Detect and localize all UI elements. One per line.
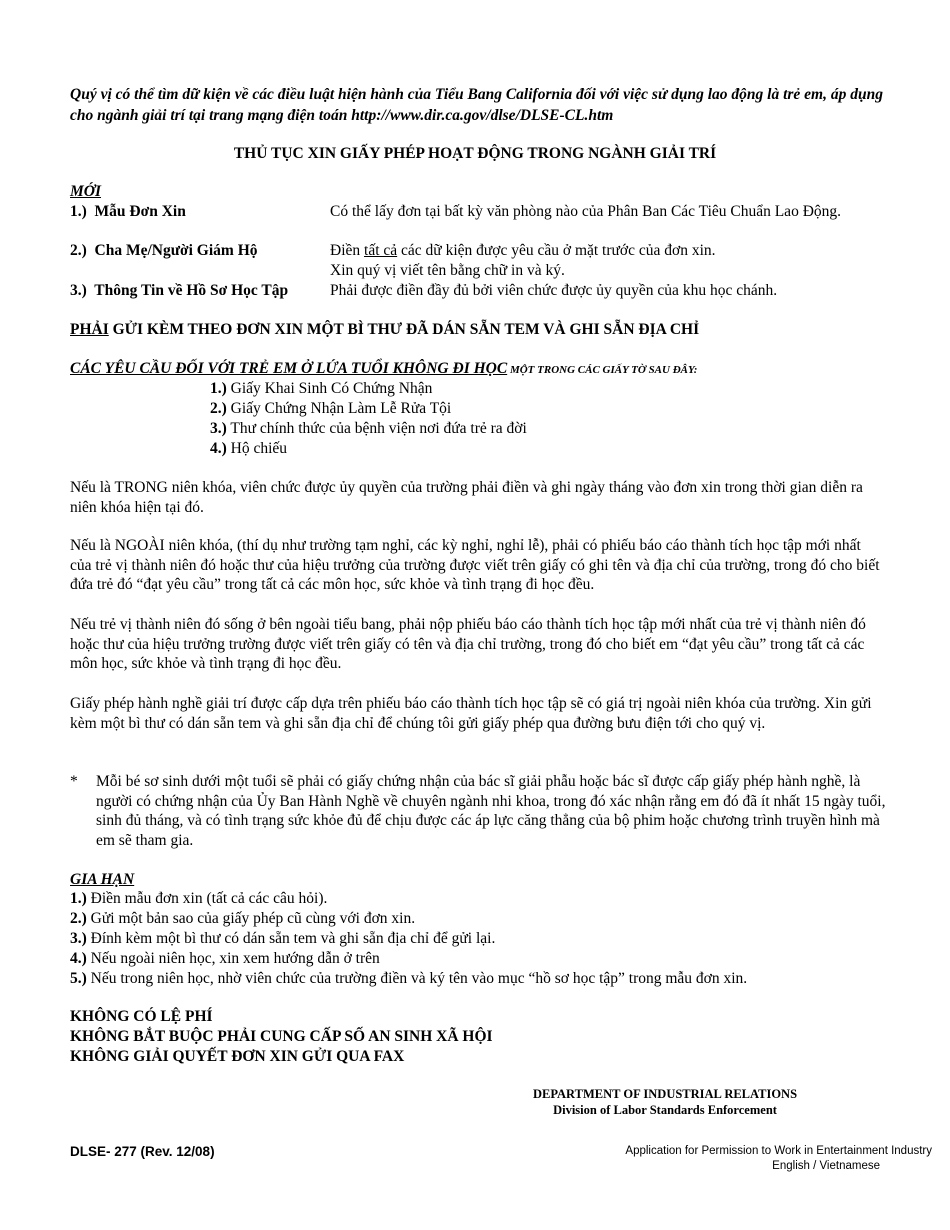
item-label: Cha Mẹ/Người Giám Hộ	[94, 242, 258, 259]
notice-no-fax: KHÔNG GIẢI QUYẾT ĐƠN XIN GỬI QUA FAX	[70, 1048, 405, 1065]
requirement-item	[70, 202, 870, 242]
renewal-list	[70, 889, 747, 989]
paragraph-permit-validity: Giấy phép hành nghề giải trí được cấp dựa trên phiếu báo cáo thành tích học tập sẽ có giá trị ngoài niên khóa của trường. Xin gửi kèm một bì thư có dán sẵn tem và ghi sẵn địa chỉ để chúng tôi gửi giấy phép qua đường bưu điện tới cho quý vị.	[70, 695, 872, 732]
item-label: Thông Tin về Hồ Sơ Học Tập	[94, 282, 289, 299]
form-title-block	[625, 1144, 932, 1174]
new-section-heading: MỚI	[70, 183, 102, 200]
item-number: 3.)	[70, 282, 87, 299]
list-item: 4.) Nếu ngoài niên học, xin xem hướng dẫn ở trên	[70, 950, 380, 967]
document-list	[210, 379, 527, 459]
item-label: Mẫu Đơn Xin	[94, 203, 186, 220]
renewal-heading: GIA HẠN	[70, 871, 135, 888]
list-item: 5.) Nếu trong niên học, nhờ viên chức của trường điền và ký tên vào mục “hồ sơ học tập” trong mẫu đơn xin.	[70, 970, 748, 987]
list-item: 4.) Hộ chiếu	[210, 440, 288, 457]
item-number: 1.)	[70, 203, 87, 220]
footnote-text: Mỗi bé sơ sinh dưới một tuổi sẽ phải có giấy chứng nhận của bác sĩ giải phẫu hoặc bác sĩ được cấp giấy phép hành nghề, là người có chứng nhận của Ủy Ban Hành Nghề về chuyên ngành nhi khoa, trong đó xác nhận rằng em đó đã ít nhất 15 ngày tuổi, sinh đủ tháng, và có tình trạng sức khỏe đủ để chịu được các áp lực căng thẳng của bộ phim hoặc chương trình truyền hình mà em sẽ tham gia.	[96, 773, 886, 849]
list-item: 2.) Gửi một bản sao của giấy phép cũ cùng với đơn xin.	[70, 910, 416, 927]
notice-no-ssn: KHÔNG BẮT BUỘC PHẢI CUNG CẤP SỐ AN SINH XÃ HỘI	[70, 1028, 493, 1045]
not-school-age-heading: CÁC YÊU CẦU ĐỐI VỚI TRẺ EM Ở LỨA TUỔI KHÔNG ĐI HỌC	[70, 360, 508, 377]
form-language: English / Vietnamese	[772, 1160, 880, 1172]
list-item: 2.) Giấy Chứng Nhận Làm Lễ Rửa Tội	[210, 400, 452, 417]
paragraph-out-of-state: Nếu trẻ vị thành niên đó sống ở bên ngoài tiểu bang, phải nộp phiếu báo cáo thành tích học tập mới nhất của trẻ vị thành niên đó hoặc thư của hiệu trưởng trường được viết trên giấy có tên và địa chỉ trường, trong đó cho biết em “đạt yêu cầu” trong tất cả các môn học, sức khỏe và tình trạng đi học đều.	[70, 616, 866, 672]
requirement-item	[70, 281, 870, 301]
list-item: 1.) Điền mẫu đơn xin (tất cả các câu hỏi).	[70, 890, 328, 907]
notice-no-fee: KHÔNG CÓ LỆ PHÍ	[70, 1008, 213, 1025]
list-item: 3.) Đính kèm một bì thư có dán sẵn tem và ghi sẵn địa chỉ để gửi lại.	[70, 930, 496, 947]
paragraph-in-session: Nếu là TRONG niên khóa, viên chức được ủy quyền của trường phải điền và ghi ngày tháng vào đơn xin trong thời gian diễn ra niên khóa hiện tại đó.	[70, 479, 863, 516]
department-block	[500, 1086, 830, 1118]
footnote-marker: *	[70, 773, 78, 790]
item-description: Phải được điền đầy đủ bởi viên chức được ủy quyền của khu học chánh.	[330, 282, 778, 299]
page-title: THỦ TỤC XIN GIẤY PHÉP HOẠT ĐỘNG TRONG NGÀNH GIẢI TRÍ	[233, 145, 717, 162]
item-description: Có thể lấy đơn tại bất kỳ văn phòng nào của Phân Ban Các Tiêu Chuẩn Lao Động.	[330, 203, 842, 220]
form-title: Application for Permission to Work in Entertainment Industry	[625, 1145, 932, 1157]
notices	[70, 1007, 493, 1067]
envelope-requirement: PHẢI GỬI KÈM THEO ĐƠN XIN MỘT BÌ THƯ ĐÃ DÁN SẴN TEM VÀ GHI SẴN ĐỊA CHỈ	[70, 321, 700, 338]
list-item: 3.) Thư chính thức của bệnh viện nơi đứa trẻ ra đời	[210, 420, 527, 437]
not-school-age-subheading: MỘT TRONG CÁC GIẤY TỜ SAU ĐÂY:	[507, 364, 698, 376]
form-code: DLSE- 277 (Rev. 12/08)	[70, 1144, 215, 1159]
not-school-age-heading-line	[70, 359, 697, 381]
item-number: 2.)	[70, 242, 87, 259]
division-name: Division of Labor Standards Enforcement	[553, 1103, 777, 1117]
department-name: DEPARTMENT OF INDUSTRIAL RELATIONS	[532, 1087, 798, 1101]
paragraph-out-of-session: Nếu là NGOÀI niên khóa, (thí dụ như trường tạm nghỉ, các kỳ nghỉ, nghỉ lễ), phải có phiếu báo cáo thành tích học tập mới nhất của trẻ vị thành niên đó hoặc thư của hiệu trưởng của trường được viết trên giấy có ghi tên và địa chỉ của trường, trong đó cho biết đứa trẻ đó “đạt yêu cầu” trong tất cả các môn học, sức khỏe và tình trạng đi học đều.	[70, 537, 880, 593]
requirement-item	[70, 241, 870, 281]
list-item: 1.) Giấy Khai Sinh Có Chứng Nhận	[210, 380, 433, 397]
item-description: Điền tất cả các dữ kiện được yêu cầu ở mặt trước của đơn xin. Xin quý vị viết tên bằng chữ in và ký.	[330, 242, 716, 279]
intro-text: Quý vị có thể tìm dữ kiện về các điều luật hiện hành của Tiểu Bang California đối với việc sử dụng lao động là trẻ em, áp dụng cho ngành giải trí tại trang mạng điện toán http://www.dir.ca.gov/dlse/DLSE-CL.htm	[70, 86, 883, 124]
